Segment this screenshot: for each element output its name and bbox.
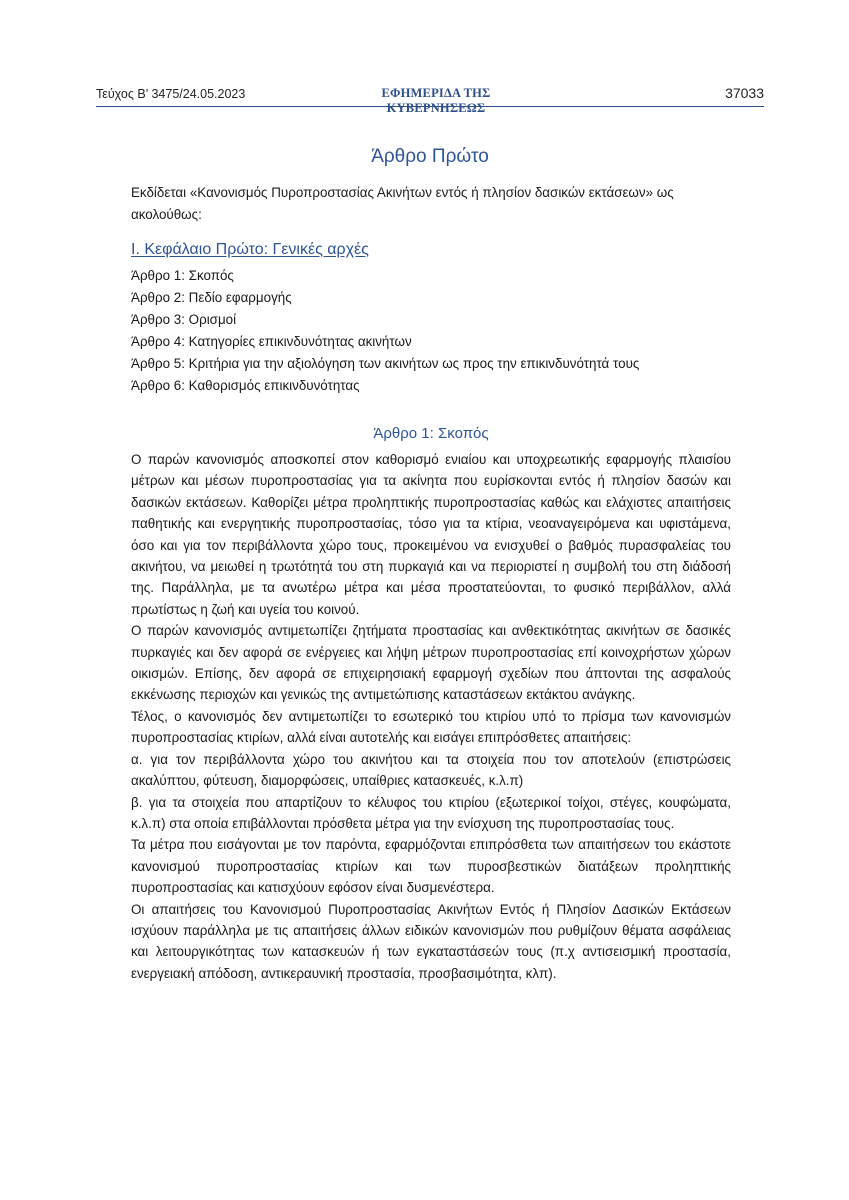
article-body [131, 449, 731, 984]
body-paragraph: Ο παρών κανονισμός αποσκοπεί στον καθορισμό ενιαίου και υποχρεωτικής εφαρμογής πλαισίου μέτρων και μέσων πυροπροστασίας για τα ακίνητα που ευρίσκονται εντός ή πλησίον δασών και δασικών εκτάσεων. Καθορίζει μέτρα προληπτικής πυροπροστασίας καθώς και ελάχιστες απαιτήσεις παθητικής και ενεργητικής πυροπροστασίας, τόσο για τα κτίρια, νεοαναγειρόμενα και υφιστάμενα, όσο και για τον περιβάλλοντα χώρο τους, προκειμένου να ενισχυθεί ο βαθμός πυρασφαλείας του ακινήτου, να μειωθεί η τρωτότητά του στη πυρκαγιά και να περιοριστεί η συμβολή του στη διάδοσή της. Παράλληλα, με τα ανωτέρω μέτρα και μέσα προστατεύονται, το φυσικό περιβάλλον, αλλά πρωτίστως η ζωή και υγεία του κοινού. [131, 452, 731, 617]
body-paragraph: α. για τον περιβάλλοντα χώρο του ακινήτου και τα στοιχεία που τον αποτελούν (επιστρώσεις ακαλύπτου, φύτευση, διαμορφώσεις, υπαίθριες κατασκευές, κ.λ.π) [131, 751, 731, 789]
intro-paragraph: Εκδίδεται «Κανονισμός Πυροπροστασίας Ακινήτων εντός ή πλησίον δασικών εκτάσεων» ως ακολούθως: [131, 185, 674, 222]
body-paragraph: Οι απαιτήσεις του Κανονισμού Πυροπροστασίας Ακινήτων Εντός ή Πλησίον Δασικών Εκτάσεων ισχύουν παράλληλα με τις απαιτήσεις άλλων ειδικών κανονισμών που ρυθμίζουν θέματα ασφάλειας και λειτουργικότητας των κατασκευών ή των εγκαταστάσεών τους (π.χ αντισεισμική προστασία, ενεργειακή απόδοση, αντικεραυνική προστασία, προσβασιμότητα, κλπ). [131, 901, 731, 981]
toc-item: Άρθρο 3: Ορισμοί [131, 312, 237, 327]
toc-item: Άρθρο 1: Σκοπός [131, 268, 234, 283]
page-number: 37033 [725, 85, 764, 101]
document-title: Άρθρο Πρώτο [371, 146, 489, 167]
issue-reference: Τεύχος Β’ 3475/24.05.2023 [96, 87, 246, 101]
body-paragraph: Τέλος, ο κανονισμός δεν αντιμετωπίζει το εσωτερικό του κτιρίου υπό το πρίσμα των κανονισμών πυροπροστασίας κτιρίων, αλλά είναι αυτοτελής και εισάγει επιπρόσθετες απαιτήσεις: [131, 708, 731, 746]
article-heading: Άρθρο 1: Σκοπός [373, 425, 489, 442]
toc-item: Άρθρο 2: Πεδίο εφαρμογής [131, 290, 292, 305]
toc-item: Άρθρο 4: Κατηγορίες επικινδυνότητας ακινήτων [131, 334, 412, 349]
page-header [96, 84, 764, 115]
toc-item: Άρθρο 5: Κριτήρια για την αξιολόγηση των ακινήτων ως προς την επικινδυνότητά τους [131, 356, 640, 371]
gazette-title: ΕΦΗΜΕΡΙΔΑ ΤΗΣ ΚΥΒΕΡΝΗΣΕΩΣ [381, 86, 491, 115]
body-paragraph: Ο παρών κανονισμός αντιμετωπίζει ζητήματα προστασίας και ανθεκτικότητας ακινήτων σε δασικές πυρκαγιές και δεν αφορά σε ενέργειες και λήψη μέτρων πυροπροστασίας επί κοινοχρήστων χώρων οικισμών. Επίσης, δεν αφορά σε επιχειρησιακή εφαρμογή σχεδίων που άπτονται της ασφαλούς εκκένωσης περιοχών και γενικώς της αντιμετώπισης καταστάσεων εκτάκτου ανάγκης. [131, 623, 731, 703]
chapter-heading[interactable]: Ι. Κεφάλαιο Πρώτο: Γενικές αρχές [131, 241, 369, 258]
toc-item: Άρθρο 6: Καθορισμός επικινδυνότητας [131, 378, 360, 393]
table-of-contents [131, 265, 639, 397]
body-paragraph: Τα μέτρα που εισάγονται με τον παρόντα, εφαρμόζονται επιπρόσθετα των απαιτήσεων του εκάστοτε κανονισμού πυροπροστασίας κτιρίων και των πυροσβεστικών διατάξεων προληπτικής πυροπροστασίας και κατισχύουν εφόσον είναι δυσμενέστερα. [131, 837, 731, 896]
body-paragraph: β. για τα στοιχεία που απαρτίζουν το κέλυφος του κτιρίου (εξωτερικοί τοίχοι, στέγες, κουφώματα, κ.λ.π) στα οποία επιβάλλονται πρόσθετα μέτρα για την ενίσχυση της πυροπροστασίας τους. [131, 794, 731, 831]
